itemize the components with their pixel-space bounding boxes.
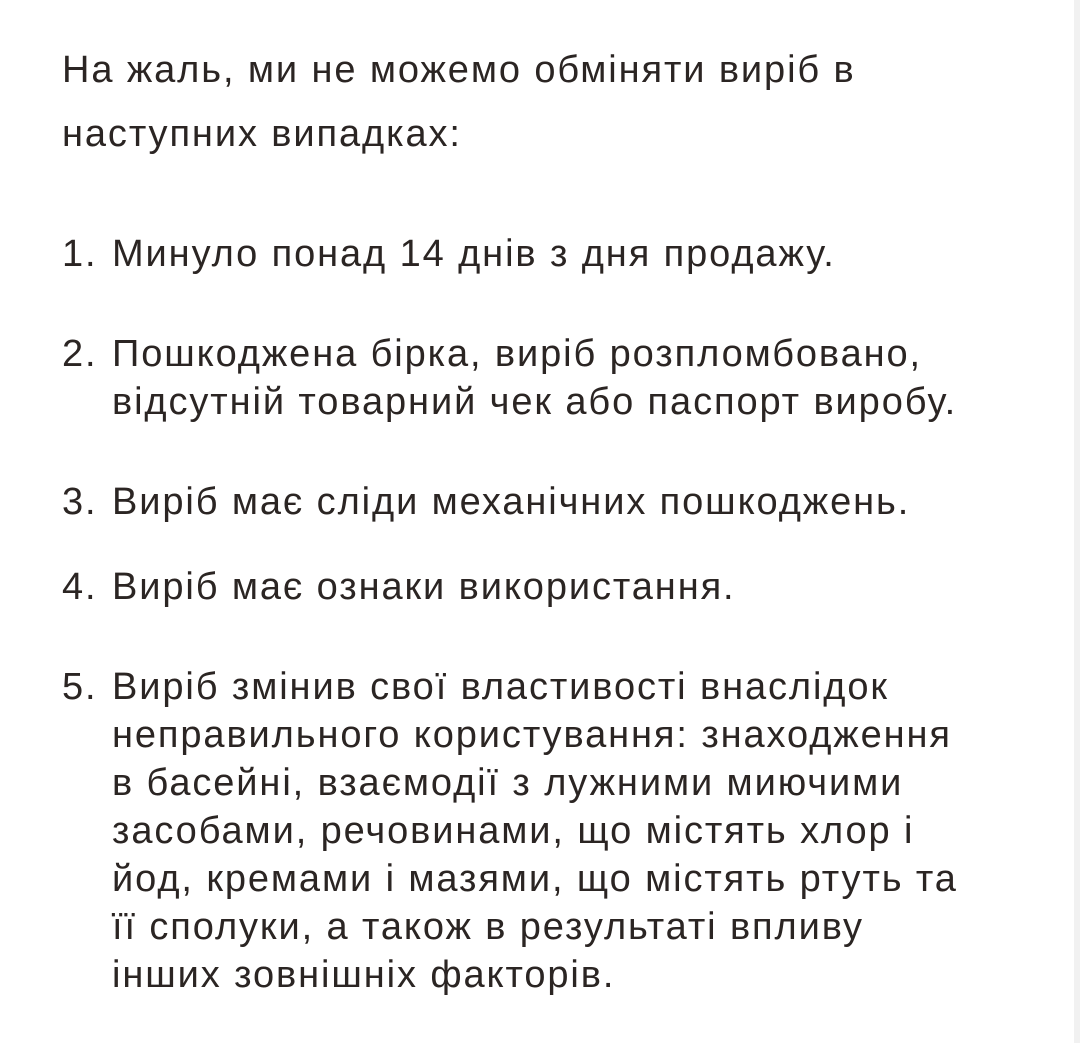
condition-item bbox=[62, 330, 1062, 426]
condition-number: 2. bbox=[62, 333, 98, 375]
condition-number: 1. bbox=[62, 233, 98, 275]
right-edge-strip bbox=[1074, 0, 1080, 1043]
condition-text-line: йод, кремами і мазями, що містять ртуть та bbox=[112, 858, 958, 900]
condition-text-line: Виріб має сліди механічних пошкоджень. bbox=[112, 481, 911, 523]
exchange-policy-text bbox=[62, 38, 1062, 999]
condition-item bbox=[62, 478, 1062, 526]
intro-line: наступних випадках: bbox=[62, 113, 462, 155]
condition-text-line: Минуло понад 14 днів з дня продажу. bbox=[112, 233, 836, 275]
condition-item bbox=[62, 663, 1062, 999]
condition-item bbox=[62, 563, 1062, 611]
conditions-list bbox=[62, 230, 1062, 999]
intro-paragraph bbox=[62, 38, 1062, 166]
condition-item bbox=[62, 230, 1062, 278]
condition-text-line: засобами, речовинами, що містять хлор і bbox=[112, 810, 915, 852]
intro-line: На жаль, ми не можемо обміняти виріб в bbox=[62, 49, 856, 91]
condition-text-line: неправильного користування: знаходження bbox=[112, 714, 952, 756]
condition-text-line: Виріб змінив свої властивості внаслідок bbox=[112, 666, 889, 708]
condition-text-line: відсутній товарний чек або паспорт виробу. bbox=[112, 381, 958, 423]
condition-text-line: Пошкоджена бірка, виріб розпломбовано, bbox=[112, 333, 922, 375]
condition-text-line: в басейні, взаємодії з лужними миючими bbox=[112, 762, 904, 804]
condition-number: 4. bbox=[62, 566, 98, 608]
condition-number: 3. bbox=[62, 481, 98, 523]
condition-text-line: інших зовнішніх факторів. bbox=[112, 954, 616, 996]
condition-text-line: Виріб має ознаки використання. bbox=[112, 566, 736, 608]
condition-text-line: її сполуки, а також в результаті впливу bbox=[112, 906, 864, 948]
condition-number: 5. bbox=[62, 666, 98, 708]
